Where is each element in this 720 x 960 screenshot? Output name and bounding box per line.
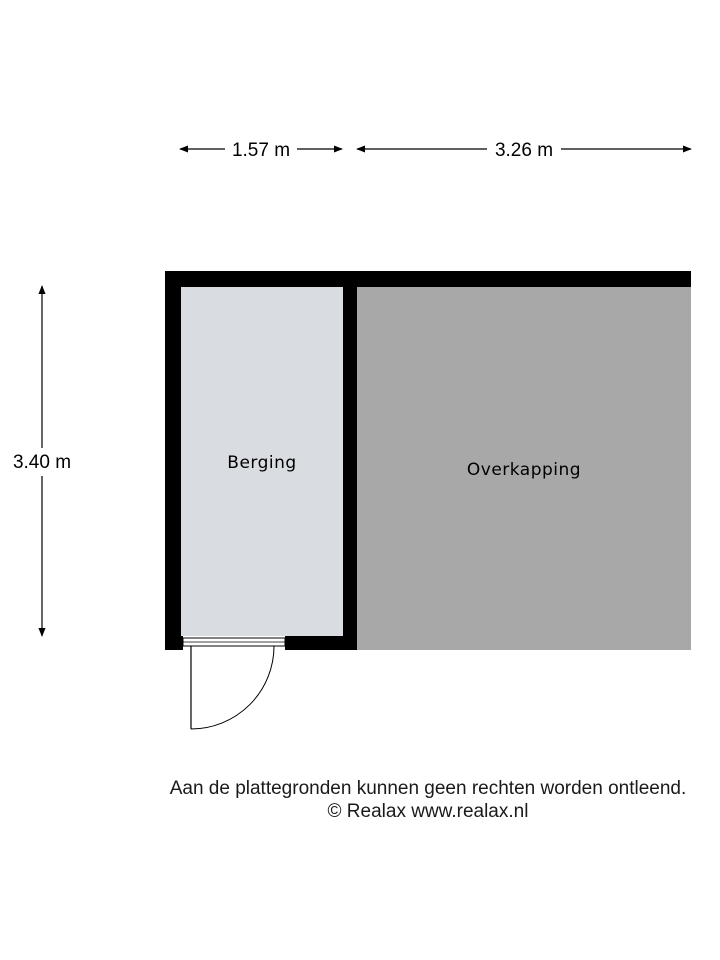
wall-left bbox=[165, 271, 181, 650]
dimension-depth bbox=[13, 286, 71, 636]
wall-bottom-left-stub bbox=[165, 636, 183, 650]
room-label-berging: Berging bbox=[227, 453, 297, 473]
dimension-label-overkapping-width: 3.26 m bbox=[494, 140, 554, 161]
room-label-overkapping: Overkapping bbox=[466, 460, 582, 480]
wall-bottom-right-section bbox=[285, 636, 357, 650]
dimension-overkapping-width bbox=[357, 140, 691, 161]
copyright-text: © Realax www.realax.nl bbox=[327, 801, 529, 822]
door-swing-arc bbox=[191, 646, 274, 729]
door bbox=[183, 638, 285, 729]
wall-divider bbox=[343, 271, 357, 650]
wall-top bbox=[165, 271, 691, 287]
disclaimer-text: Aan de plattegronden kunnen geen rechten worden ontleend. bbox=[169, 778, 687, 799]
dimension-berging-width bbox=[180, 140, 342, 161]
dimension-label-berging-width: 1.57 m bbox=[231, 140, 291, 161]
dimension-label-depth: 3.40 m bbox=[12, 452, 72, 473]
